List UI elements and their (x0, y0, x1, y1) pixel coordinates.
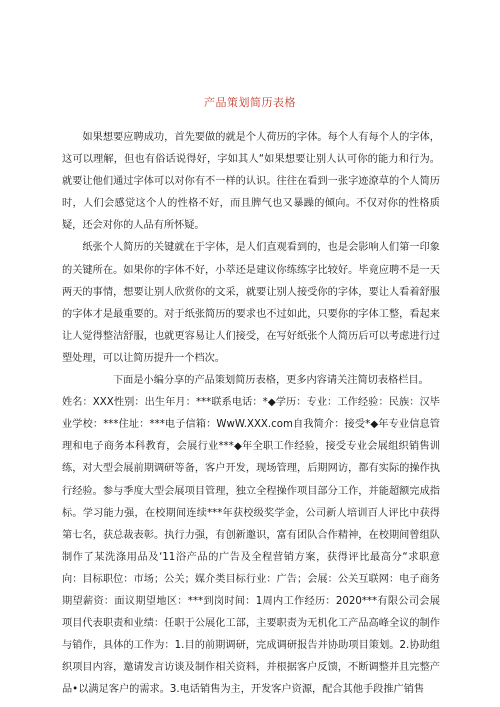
document-body (62, 127, 440, 701)
resume-block: 姓名：XXX性别：出生年月：***联系电话：*◆学历：专业：工作经验：民族：汉毕业学校：***住址：***电子信箱：WwW.XXX.com自我简介：接受*◆年专业信息管理和电子商务本科教育，会展行业***◆年全职工作经验，接受专业会展组织销售训练，对大型会展前期调研等备，客户开发，现场管理，后期网访，都有实际的操作执行经验。参与季度大型会展项目管理，独立全程操作项目部分工作，并能超额完成指标。学习能力强，在校期间连续***年获校级奖学金，公司新人培训百人评比中获得第七名，获总裁表彰。执行力强，有创新邀识，富有团队合作精神，在校期间曾组队制作了某洗涤用品及‘11浴产品的广告及全程营销方案，获得评比最高分“求职意向：目标职位：市场；公关；媒介类目标行业：广告；会展：公关互联网：电子商务期望薪资：面议期望地区：***到岗时间：1周内工作经历：2020***有限公司会展项目代表职责和业绩：任职于公展化工部，主要职责为无机化工产品高峰全议的制作与销作，具体的工作为：1.目的前期调研，完成调研报告并协助项目策划。2.协助组织项目内容，邀请发言访谈及制作相关资料，并根据客户反馈，不断调整并且完整产品•以满足客户的需求。3.电话销售为主，开发客户资源，配合其他手段推广销售 (62, 397, 440, 696)
paragraph-2: 纸张个人简历的关键就在于字体，是人们直观看到的，也是会影响人们第一印象的关键所在。如果你的字体不好，小萃还是建议你练练字比较好。毕竟应聘不是一天两天的事情，想要让别人欣赏你的文采，就要让别人接受你的字体，要让人看着舒服的字体才是最重要的。对于纸张简历的要求也不过如此，只要你的字体工整，看起来让人觉得整洁舒服，也就更容易让人们接受，在写好纸张个人简历后可以考虑进行过塑处理，可以让简历提升一个档次。 (62, 242, 440, 364)
document-title: 产品策划简历表格 (204, 96, 296, 109)
paragraph-1: 如果想要应聘成功，首先要做的就是个人荷历的字体。每个人有每个人的字体，这可以理解，但也有俗话说得好，字如其人“如果想要让别人认可你的能力和行为。就要让他们通过字体可以对你有不一样的认识。往往在看到一张字迹潦草的个人简历时，人们会感觉这个人的性格不好，而且脾气也又暴躁的倾向。不仅对你的性格质疑，还会对你的人品有所怀疑。 (62, 132, 440, 232)
intro-line: 下面是小编分享的产品策划简历表格，更多内容请关注简切表格栏目。 (113, 375, 429, 387)
